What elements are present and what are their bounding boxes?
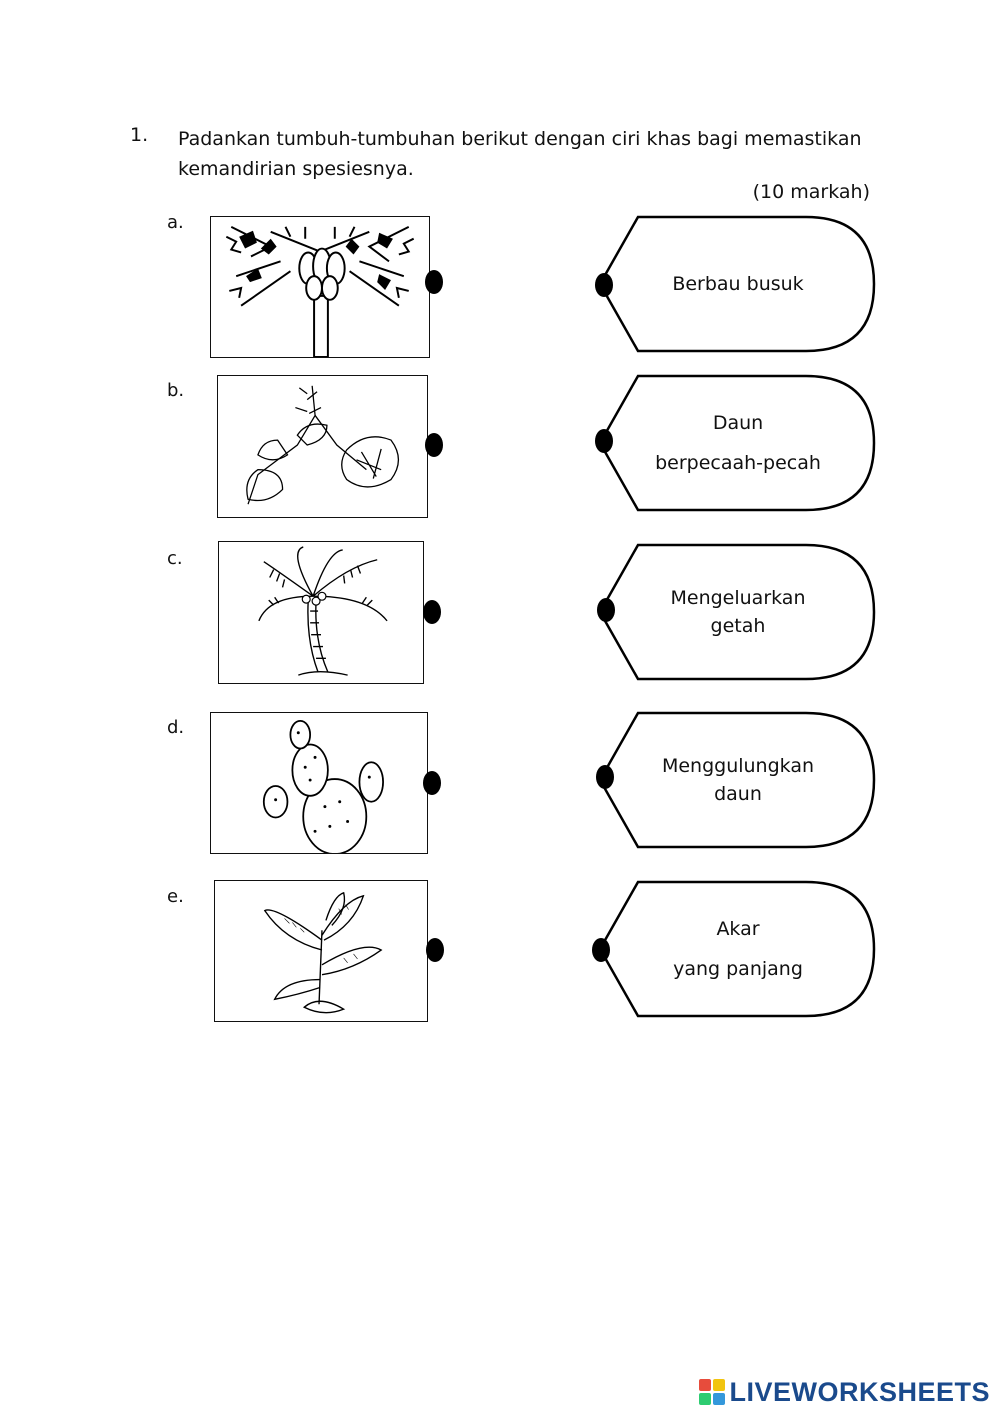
match-dot-right-4[interactable]	[596, 765, 614, 789]
answer-text: Akar	[716, 918, 760, 940]
logo-square	[699, 1379, 711, 1391]
logo-square	[699, 1393, 711, 1405]
brand-name: LIVEWORKSHEETS	[729, 1376, 990, 1407]
item-letter-a: a.	[167, 212, 184, 233]
answer-tag-1[interactable]	[596, 214, 878, 354]
answer-text: Mengeluarkan	[670, 587, 806, 609]
answer-text: daun	[714, 783, 762, 805]
logo-square	[713, 1393, 725, 1405]
match-dot-right-2[interactable]	[595, 429, 613, 453]
match-dot-left-a[interactable]	[425, 270, 443, 294]
match-dot-right-3[interactable]	[597, 598, 615, 622]
answer-text: Menggulungkan	[661, 755, 815, 777]
cactus-picture	[210, 712, 428, 854]
answer-tag-2[interactable]	[596, 373, 878, 513]
match-dot-right-1[interactable]	[595, 273, 613, 297]
item-letter-b: b.	[167, 380, 185, 401]
logo-square	[713, 1379, 725, 1391]
match-dot-left-c[interactable]	[423, 600, 441, 624]
papaya-tree-picture	[210, 216, 430, 358]
question-number: 1.	[130, 124, 149, 146]
item-letter-c: c.	[167, 548, 183, 569]
answer-text: berpecaah-pecah	[655, 452, 821, 474]
question-text-line1: Padankan tumbuh-tumbuhan berikut dengan ciri khas bagi memastikan	[178, 128, 862, 150]
match-dot-left-d[interactable]	[423, 771, 441, 795]
answer-text: yang panjang	[673, 958, 803, 980]
answer-tag-4[interactable]	[596, 710, 878, 850]
climbing-plant-picture	[217, 375, 428, 518]
match-dot-left-e[interactable]	[426, 938, 444, 962]
item-letter-e: e.	[167, 886, 184, 907]
answer-text: Daun	[712, 412, 764, 434]
answer-text: Berbau busuk	[672, 273, 804, 295]
item-letter-d: d.	[167, 717, 185, 738]
ginger-plant-picture	[214, 880, 428, 1022]
answer-tag-5[interactable]	[596, 879, 878, 1019]
answer-text: getah	[710, 615, 766, 637]
question-text	[178, 124, 878, 184]
match-dot-left-b[interactable]	[425, 433, 443, 457]
question-text-line2: kemandirian spesiesnya.	[178, 158, 414, 180]
coconut-palm-picture	[218, 541, 424, 684]
marks-label: (10 markah)	[752, 181, 870, 203]
answer-tag-3[interactable]	[596, 542, 878, 682]
liveworksheets-logo-icon	[699, 1379, 725, 1405]
match-dot-right-5[interactable]	[592, 938, 610, 962]
liveworksheets-brand	[699, 1377, 990, 1407]
